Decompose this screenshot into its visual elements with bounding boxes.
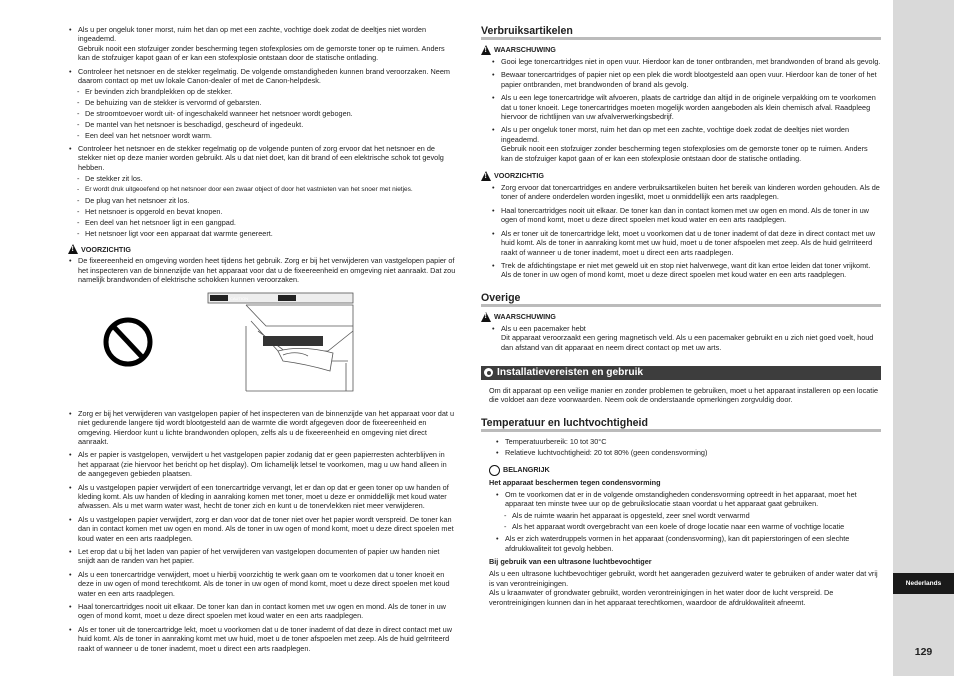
list-item: • Als er toner uit de tonercartridge lekt, moet u voorkomen dat u de toner inademt of dat deze in direct contact met uw huid komt. Als de toner in aanraking komt met uw huid, moet u de toner afspoelen met zeep. Als de huid geïrriteerd raakt of wanneer u de toner inademt, moet u direct een arts raadplegen. — [68, 625, 456, 653]
dash-item: - Er wordt druk uitgeoefend op het netsnoer door een zwaar object of door het vastnieten van het snoer met nietjes. — [68, 185, 456, 194]
dash-item: - De stroomtoevoer wordt uit- of ingeschakeld wanneer het netsnoer wordt gebogen. — [68, 109, 456, 118]
warning-triangle-icon: ! — [68, 244, 78, 254]
warning-triangle-icon: ! — [481, 312, 491, 322]
dash-item: - De behuizing van de stekker is vervormd of gebarsten. — [68, 98, 456, 107]
list-item: • Als u een tonercartridge verwijdert, moet u hierbij voorzichtig te werk gaan om te voorkomen dat u toner knoeit en deze in uw ogen of mond terechtkomt. Als de toner in uw ogen of mond komt, moet u deze direct spoelen met koud water en een arts raadplegen. — [68, 570, 456, 598]
list-item: • Als u per ongeluk toner morst, ruim het dan op met een zachte, vochtige doek zodat de deeltjes niet worden ingeademd. Gebruik nooit een stofzuiger zonder bescherming tegen stofexplosies om de gemorste toner op te ruimen. Anders kan de stofzuiger kapot gaan of er kan een stofexplosie ontstaan door de statische ontlading. — [491, 125, 881, 163]
caution-heading: ! VOORZICHTIG — [68, 244, 456, 254]
install-intro: Om dit apparaat op een veilige manier en zonder problemen te gebruiken, moet u het apparaat installeren op een locatie die voldoet aan deze voorwaarden. Neem ook de onderstaande opmerkingen zorgvuldig door. — [489, 385, 879, 405]
prohibition-illustration-svg — [68, 291, 368, 401]
language-tab: Nederlands — [893, 573, 954, 594]
page-number: 129 — [914, 646, 933, 658]
list-item: • Haal tonercartridges nooit uit elkaar. De toner kan dan in contact komen met uw ogen en mond. Als de toner in uw ogen of mond komt, moet u deze direct spoelen met koud water en een arts raadplegen. — [68, 602, 456, 621]
important-icon — [489, 465, 500, 476]
dash-list — [68, 87, 456, 140]
dash-item: - Het netsnoer ligt voor een apparaat dat warmte genereert. — [68, 229, 456, 238]
condensation-title: Het apparaat beschermen tegen condensvorming — [489, 477, 661, 487]
list-item: • Temperatuurbereik: 10 tot 30°C — [495, 437, 881, 446]
list-item: • De fixeereenheid en omgeving worden heet tijdens het gebruik. Zorg er bij het verwijderen van vastgelopen papier of het inspecteren van de binnenzijde van het apparaat voor dat u de fixeereenheid en omgeving niet aanraakt. Dat zou namelijk brandwonden of elektrische schokken kunnen veroorzaken. — [68, 256, 456, 284]
dash-list — [495, 511, 881, 531]
fixing-unit-illustration — [68, 291, 456, 401]
left-column — [68, 25, 456, 657]
dash-item: - Als de ruimte waarin het apparaat is opgesteld, zeer snel wordt verwarmd — [495, 511, 881, 520]
list-item: • Zorg er bij het verwijderen van vastgelopen papier of het inspecteren van de binnenzijde van het apparaat voor dat u niet gedurende langere tijd wordt blootgesteld aan de warmte die wordt afgegeven door de fixeereenheid en omgeving. Hierdoor kunt u lichte brandwonden oplopen, zelfs als u de fixeereenheid en omgeving niet direct aanraakt. — [68, 409, 456, 447]
list-item: • Als er toner uit de tonercartridge lekt, moet u voorkomen dat u de toner inademt of dat deze in direct contact met uw huid komt. Als de toner in aanraking komt met uw huid, moet u de toner afspoelen met zeep. Als de huid geïrriteerd raakt of wanneer u de toner inademt, moet u direct een arts raadplegen. — [491, 229, 881, 257]
dash-list — [68, 174, 456, 238]
important-heading: BELANGRIJK — [489, 465, 881, 476]
section-title-overige: Overige — [481, 292, 881, 307]
ultrasonic-title: Bij gebruik van een ultrasone luchtbevochtiger — [489, 557, 652, 566]
dash-item: - De plug van het netsnoer zit los. — [68, 196, 456, 205]
caution-label-illustration: CAUTION — [230, 295, 248, 301]
list-item: • Zorg ervoor dat tonercartridges en andere verbruiksartikelen buiten het bereik van kinderen worden gehouden. Als de toner of andere onderdelen worden ingeslikt, moet u onmiddellijk een arts raadplegen. — [491, 183, 881, 202]
gear-icon — [484, 368, 493, 377]
warning-triangle-icon: ! — [481, 45, 491, 55]
dash-item: - Een deel van het netsnoer ligt in een gangpad. — [68, 218, 456, 227]
list-item: • Relatieve luchtvochtigheid: 20 tot 80% (geen condensvorming) — [495, 448, 881, 457]
dash-item: - Er bevinden zich brandplekken op de stekker. — [68, 87, 456, 96]
list-item: • Haal tonercartridges nooit uit elkaar. De toner kan dan in contact komen met uw ogen en mond. Als de toner in uw ogen of mond komt, moet u deze direct spoelen met koud water en een arts raadplegen. — [491, 206, 881, 225]
list-item: • Controleer het netsnoer en de stekker regelmatig. De volgende omstandigheden kunnen brand veroorzaken. Neem daarom contact op met uw lokale Canon-dealer of met de Canon-helpdesk. — [68, 67, 456, 86]
section-title-verbruiksartikelen: Verbruiksartikelen — [481, 25, 881, 40]
section-banner-installatie: Installatievereisten en gebruik — [481, 366, 881, 380]
dash-item: - De mantel van het netsnoer is beschadigd, gescheurd of ingedeukt. — [68, 120, 456, 129]
dash-item: - Een deel van het netsnoer wordt warm. — [68, 131, 456, 140]
list-item: • Als u een lege tonercartridge wilt afvoeren, plaats de cartridge dan altijd in de originele verpakking om te voorkomen dat u toner knoeit. Lege tonercartridges moeten mogelijk worden aangeboden als klein chemisch afval. Raadpleeg hiervoor de richtlijnen van uw afvalverwerkingsbedrijf. — [491, 93, 881, 121]
warning-triangle-icon: ! — [481, 171, 491, 181]
warning-heading: ! WAARSCHUWING — [481, 312, 881, 322]
printer-drawing — [208, 293, 353, 391]
right-column — [481, 25, 881, 607]
warning-heading: ! WAARSCHUWING — [481, 45, 881, 55]
dash-item: - Het netsnoer is opgerold en bevat knopen. — [68, 207, 456, 216]
list-item: • Trek de afdichtingstape er niet met geweld uit en stop niet halverwege, want dit kan ertoe leiden dat toner vrijkomt. Als de toner in uw ogen of mond komt, moet u deze direct spoelen met koud water en een arts raadplegen. — [491, 261, 881, 280]
list-item: • Gooi lege tonercartridges niet in open vuur. Hierdoor kan de toner ontbranden, met brandwonden of brand als gevolg. — [491, 57, 881, 66]
section-title-temperatuur: Temperatuur en luchtvochtigheid — [481, 417, 881, 432]
prohibition-icon — [106, 320, 150, 364]
ultrasonic-text-2: Als u kraanwater of grondwater gebruikt, worden verontreinigingen in het water door de lucht verspreid. De verontreinigingen kunnen dan in het apparaat terechtkomen, waardoor de afdrukkwaliteit afneemt. — [489, 588, 834, 607]
dash-item: - De stekker zit los. — [68, 174, 456, 183]
ultrasonic-text-1: Als u een ultrasone luchtbevochtiger gebruikt, wordt het aangeraden gezuiverd water te gebruiken of ander water dat vrij is van verontreinigingen. — [489, 569, 878, 588]
list-item: • Als u per ongeluk toner morst, ruim het dan op met een zachte, vochtige doek zodat de deeltjes niet worden ingeademd. Gebruik nooit een stofzuiger zonder bescherming tegen stofexplosies om de gemorste toner op te ruimen. Anders kan de stofzuiger kapot gaan of er kan een stofexplosie ontstaan door de statische ontlading. — [68, 25, 456, 63]
list-item: • Let erop dat u bij het laden van papier of het verwijderen van vastgelopen documenten of papier uw handen niet snijdt aan de randen van het papier. — [68, 547, 456, 566]
list-item: • Als er zich waterdruppels vormen in het apparaat (condensvorming), kan dit papierstoringen of een slechte afdrukkwaliteit tot gevolg hebben. — [495, 534, 881, 553]
list-item: • Om te voorkomen dat er in de volgende omstandigheden condensvorming optreedt in het apparaat, moet het apparaat ten minste twee uur op de gebruikslocatie staan voordat u het apparaat gaat gebruiken. — [495, 490, 881, 509]
list-item: • Als er papier is vastgelopen, verwijdert u het vastgelopen papier zodanig dat er geen papierresten achterblijven in het apparaat (zie hiervoor het bericht op het display). Om lichamelijk letsel te voorkomen, mag u uw hand alleen in de aangegeven gebieden plaatsen. — [68, 450, 456, 478]
list-item: • Als u een pacemaker hebt Dit apparaat veroorzaakt een gering magnetisch veld. Als u een pacemaker gebruikt en u zich niet goed voelt, houd dan afstand van dit apparaat en neem direct contact op met uw arts. — [491, 324, 881, 352]
list-item: • Als u vastgelopen papier verwijdert of een tonercartridge vervangt, let er dan op dat er geen toner op uw handen of kleding komt. Als uw handen of kleding in aanraking komen met toner, moet u deze er onmiddellijk met koud water afwassen. Als u met warm water wast, hecht de toner zich en kunt u de tonervlekken niet meer verwijderen. — [68, 483, 456, 511]
dash-item: - Als het apparaat wordt overgebracht van een koele of droge locatie naar een warme of vochtige locatie — [495, 522, 881, 531]
list-item: • Bewaar tonercartridges of papier niet op een plek die wordt blootgesteld aan open vuur. Hierdoor kan de toner of het papier ontbranden, met brandwonden of brand als gevolg. — [491, 70, 881, 89]
list-item: • Als u vastgelopen papier verwijdert, zorg er dan voor dat de toner niet over het papier wordt verspreid. De toner kan dan in contact komen met uw ogen en mond. Als de toner in uw ogen of mond komt, moet u deze direct spoelen met koud water en een arts raadplegen. — [68, 515, 456, 543]
list-item: • Controleer het netsnoer en de stekker regelmatig op de volgende punten of zorg ervoor dat het netsnoer en de stekker niet op deze manier worden gebruikt. Als u dat niet doet, kan dit brand of een elektrische schok tot gevolg hebben. — [68, 144, 456, 172]
caution-heading: ! VOORZICHTIG — [481, 171, 881, 181]
